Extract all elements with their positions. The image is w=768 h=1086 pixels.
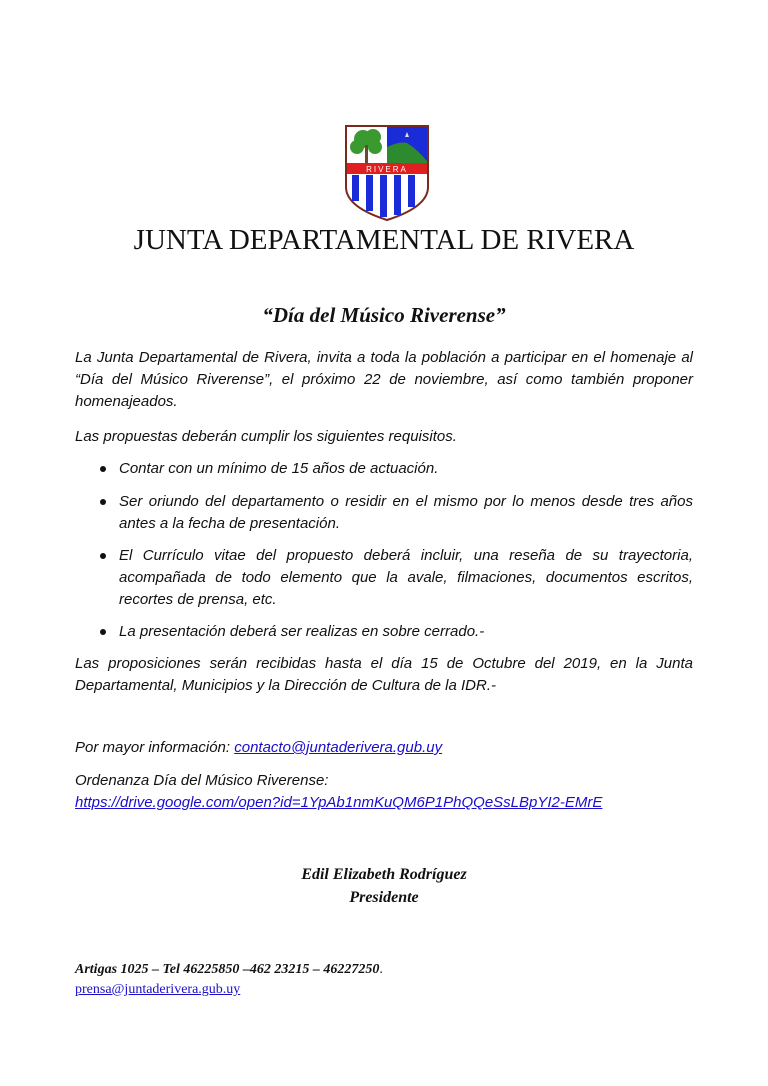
ordinance-block [75,770,693,814]
requirement-text: El Currículo vitae del propuesto deberá incluir, una reseña de su trayectoria, acompañada de todo elemento que la avale, filmaciones, documentos escritos, recortes de prensa, etc. [119,547,693,608]
intro-paragraph: La Junta Departamental de Rivera, invita a toda la población a participar en el homenaje al “Día del Músico Riverense”, el próximo 22 de noviembre, así como también proponer homenajeados. [75,349,693,410]
requirement-item [100,491,693,535]
subtitle: “Día del Músico Riverense” [262,303,506,327]
requirement-item [100,458,693,480]
footer-email [75,982,240,998]
page-title: JUNTA DEPARTAMENTAL DE RIVERA [133,224,635,256]
press-email-link[interactable]: prensa@juntaderivera.gub.uy [75,982,241,997]
footer-address-text: Artigas 1025 – Tel 46225850 –462 23215 – 46227250 [75,962,380,977]
contact-email-link[interactable]: contacto@juntaderivera.gub.uy [234,739,443,756]
bullet-icon [100,629,106,635]
requirement-text: Ser oriundo del departamento o residir en el mismo por lo menos desde tres años antes a la fecha de presentación. [119,493,693,532]
footer-period: . [379,962,383,977]
requirement-item [100,545,693,611]
requirement-text: La presentación deberá ser realizas en sobre cerrado.- [119,623,485,640]
requirement-text: Contar con un mínimo de 15 años de actuación. [119,460,439,477]
footer-address [75,962,383,978]
info-label: Por mayor información: [75,739,235,756]
deadline-paragraph: Las proposiciones serán recibidas hasta el día 15 de Octubre del 2019, en la Junta Departamental, Municipios y la Dirección de Cultura de la IDR.- [75,655,693,694]
rivera-coat-of-arms-logo [345,125,429,221]
info-line [75,737,693,759]
requirements-intro: Las propuestas deberán cumplir los siguientes requisitos. [75,428,457,445]
ordinance-label: Ordenanza Día del Músico Riverense: [75,772,329,789]
ordinance-url-link[interactable]: https://drive.google.com/open?id=1YpAb1nmKuQM6P1PhQQeSsLBpYI2-EMrE [75,794,603,811]
bullet-icon [100,499,106,505]
signature-name: Edil Elizabeth Rodríguez [301,866,467,883]
bullet-icon [100,466,106,472]
logo-text: RIVERA [366,165,408,174]
signature-role: Presidente [349,889,419,906]
bullet-icon [100,553,106,559]
requirement-item [100,621,693,643]
